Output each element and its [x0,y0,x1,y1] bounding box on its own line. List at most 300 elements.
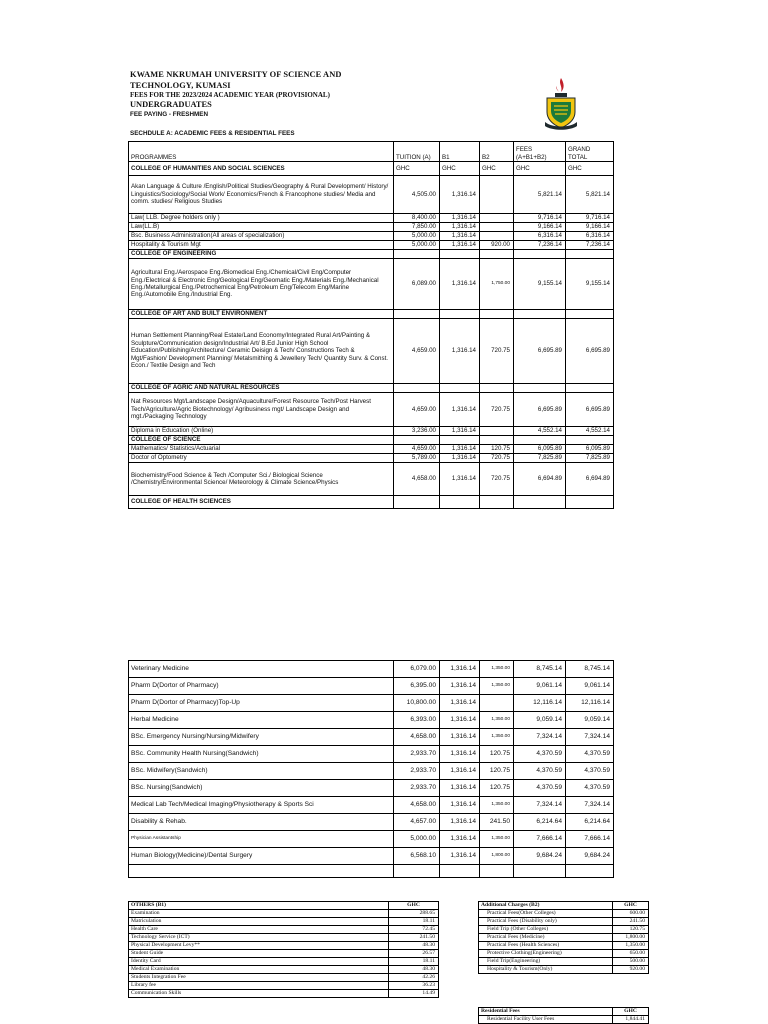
tuition-value: 5,000.00 [394,241,440,250]
item-label: Identity Card [129,958,389,966]
grand-total-value: 4,370.59 [566,763,614,780]
tuition-value: 4,659.00 [394,319,440,384]
empty-cell [440,250,480,259]
list-item [129,982,439,990]
tuition-value: 6,393.00 [394,712,440,729]
fees-value: 9,059.14 [514,712,566,729]
item-value: 26.57 [389,950,439,958]
item-value: 1,350.00 [613,942,649,950]
grand-total-value: 6,316.14 [566,232,614,241]
tuition-value: 4,505.00 [394,176,440,214]
tuition-value: 5,789.00 [394,454,440,463]
currency-label: GHC [480,162,514,176]
fees-value: 6,694.89 [514,463,566,496]
table-row [129,712,614,729]
table-row [129,678,614,695]
fees-value: 9,166.14 [514,223,566,232]
item-value: 72.45 [389,926,439,934]
b2-value [480,223,514,232]
b1-value: 1,316.14 [440,780,480,797]
b1-value: 1,316.14 [440,232,480,241]
list-item [479,958,649,966]
empty-cell [440,865,480,878]
item-label: Library fee [129,982,389,990]
section-header-row [479,1008,649,1016]
fees-value: 9,716.14 [514,214,566,223]
fees-year-line: FEES FOR THE 2023/2024 ACADEMIC YEAR (PROVISIONAL) [130,91,330,99]
fees-value: 7,324.14 [514,797,566,814]
empty-cell [514,496,566,509]
grand-total-header: GRAND TOTAL [566,142,614,162]
b2-value [480,695,514,712]
b2-header: B2 [480,142,514,162]
list-item [129,934,439,942]
empty-row [129,865,614,878]
college-heading: COLLEGE OF ART AND BUILT ENVIRONMENT [129,310,394,319]
table-row [129,661,614,678]
list-item [479,934,649,942]
b2-value [480,176,514,214]
table-row [129,729,614,746]
section-header-row [479,902,649,910]
b1-value: 1,316.14 [440,259,480,310]
b2-value: 920.00 [480,241,514,250]
list-item [479,966,649,974]
empty-cell [394,496,440,509]
list-item [479,950,649,958]
b2-value: 120.75 [480,780,514,797]
grand-total-value: 8,745.14 [566,661,614,678]
additional-charges-table [478,901,649,974]
item-value: 241.50 [389,934,439,942]
currency-label: GHC [514,162,566,176]
fees-value: 9,155.14 [514,259,566,310]
table-row [129,393,614,427]
grand-total-value: 4,552.14 [566,427,614,436]
grand-total-value: 9,061.14 [566,678,614,695]
table-row [129,259,614,310]
item-value: 36.23 [389,982,439,990]
empty-cell [394,384,440,393]
tuition-value: 6,395.00 [394,678,440,695]
tuition-value: 8,400.00 [394,214,440,223]
table-row [129,695,614,712]
b2-value: 1,350.00 [480,729,514,746]
programme-name: Disability & Rehab. [129,814,394,831]
fees-value: 7,666.14 [514,831,566,848]
tuition-value: 4,658.00 [394,797,440,814]
college-heading: COLLEGE OF HEALTH SCIENCES [129,496,394,509]
fees-value: 4,370.59 [514,763,566,780]
b1-value: 1,316.14 [440,319,480,384]
list-item [479,1016,649,1024]
table-row [129,319,614,384]
college-heading: COLLEGE OF SCIENCE [129,436,394,445]
tuition-value: 6,089.00 [394,259,440,310]
b2-value: 1,350.00 [480,797,514,814]
grand-total-value: 9,155.14 [566,259,614,310]
university-name: KWAME NKRUMAH UNIVERSITY OF SCIENCE AND TECHNOLOGY, KUMASI [130,70,342,90]
grand-total-value: 6,214.64 [566,814,614,831]
fees-value: 9,684.24 [514,848,566,865]
item-value: 42.26 [389,974,439,982]
college-heading-row [129,436,614,445]
grand-total-value: 5,821.14 [566,176,614,214]
programme-name: Pharm D(Dortor of Pharmacy)Top-Up [129,695,394,712]
item-label: Practical Fees(Other Colleges) [479,910,613,918]
empty-cell [514,250,566,259]
fees-value: 9,061.14 [514,678,566,695]
college-heading-row [129,384,614,393]
empty-cell [394,250,440,259]
fees-value: 4,552.14 [514,427,566,436]
item-value: 48.30 [389,942,439,950]
item-label: Field Trip(Engineering) [479,958,613,966]
list-item [129,990,439,998]
table-row [129,176,614,214]
b2-value: 1,800.00 [480,848,514,865]
b2-value: 1,350.00 [480,678,514,695]
b2-value: 720.75 [480,319,514,384]
tuition-value: 2,933.70 [394,780,440,797]
column-header-row [129,142,614,162]
residential-fees-table [478,1007,649,1024]
tuition-value: 4,659.00 [394,445,440,454]
item-value: 18.11 [389,918,439,926]
item-label: Matriculation [129,918,389,926]
table-row [129,463,614,496]
tuition-value: 5,000.00 [394,831,440,848]
fees-value: 5,821.14 [514,176,566,214]
empty-cell [514,384,566,393]
empty-cell [440,496,480,509]
tuition-value: 5,000.00 [394,232,440,241]
grand-total-value: 6,695.89 [566,319,614,384]
empty-cell [129,865,394,878]
item-label: Practical Fees (Disability only) [479,918,613,926]
fees-value: 6,695.89 [514,393,566,427]
grand-total-value: 4,370.59 [566,746,614,763]
programme-name: Akan Language & Culture /English/Political Studies/Geography & Rural Development/ History/ Linguistics/Sociology/Social Work/ Economics/French & Francophone studies/ Media and comm. studies/ Religious Studies [129,176,394,214]
item-value: 241.50 [613,918,649,926]
others-b1-table [128,901,439,998]
list-item [129,910,439,918]
item-value: 48.30 [389,966,439,974]
table-row [129,241,614,250]
b1-header: B1 [440,142,480,162]
b1-value: 1,316.14 [440,678,480,695]
item-value: 920.00 [613,966,649,974]
item-value: 120.75 [613,926,649,934]
b1-value: 1,316.14 [440,445,480,454]
empty-cell [394,310,440,319]
b1-value: 1,316.14 [440,814,480,831]
b2-value: 120.75 [480,746,514,763]
list-item [129,958,439,966]
list-item [479,910,649,918]
level-line: UNDERGRADUATES [130,100,212,109]
table-row [129,746,614,763]
programme-name: Herbal Medicine [129,712,394,729]
empty-cell [514,436,566,445]
empty-cell [394,436,440,445]
item-value: 14.49 [389,990,439,998]
b1-value: 1,316.14 [440,763,480,780]
empty-cell [440,384,480,393]
programme-name: Pharm D(Dortor of Pharmacy) [129,678,394,695]
programmes-header: PROGRAMMES [129,142,394,162]
college-heading: COLLEGE OF HUMANITIES AND SOCIAL SCIENCES [129,162,394,176]
currency-row [129,162,614,176]
empty-cell [566,250,614,259]
table-row [129,780,614,797]
tuition-value: 3,236.00 [394,427,440,436]
item-value: 600.00 [613,910,649,918]
b1-value: 1,316.14 [440,661,480,678]
section-title: Residential Fees [479,1008,613,1016]
grand-total-value: 9,059.14 [566,712,614,729]
programme-name: BSc. Emergency Nursing/Nursing/Midwifery [129,729,394,746]
tuition-value: 4,657.00 [394,814,440,831]
item-value: 650.00 [613,950,649,958]
fees-value: 7,324.14 [514,729,566,746]
b1-value: 1,316.14 [440,393,480,427]
empty-cell [566,865,614,878]
programme-name: Human Settlement Planning/Real Estate/Land Economy/Integrated Rural Art/Painting & Sculpture/Communication design/Industrial Art/ B.Ed Junior High School Education/Publishing/Architecture/ Ceramic Deisign & Tech/ Constructions Tech & Mgt/Fashion/ Development Planning/ Metalsmithing & Jewellery Tech/ Quantity Surv. & Const. Econ./ Textile Design and Tech [129,319,394,384]
b1-value: 1,316.14 [440,223,480,232]
item-label: Medical Examination [129,966,389,974]
fees-value: 4,370.59 [514,780,566,797]
list-item [129,926,439,934]
programme-name: Mathematics/ Statistics/Actuarial [129,445,394,454]
b2-value [480,427,514,436]
b1-value: 1,316.14 [440,695,480,712]
item-label: Communication Skills [129,990,389,998]
tuition-value: 4,659.00 [394,393,440,427]
fees-value: 7,825.89 [514,454,566,463]
empty-cell [566,496,614,509]
list-item [129,950,439,958]
programme-name: Veterinary Medicine [129,661,394,678]
b2-value: 720.75 [480,393,514,427]
list-item [479,942,649,950]
b2-value [480,232,514,241]
college-heading: COLLEGE OF ENGINEERING [129,250,394,259]
grand-total-value: 7,236.14 [566,241,614,250]
table-row [129,454,614,463]
fees-header: FEES (A+B1+B2) [514,142,566,162]
table-row [129,427,614,436]
list-item [479,918,649,926]
empty-cell [566,436,614,445]
grand-total-value: 7,666.14 [566,831,614,848]
tuition-value: 4,658.00 [394,463,440,496]
grand-total-value: 7,825.89 [566,454,614,463]
tuition-value: 4,658.00 [394,729,440,746]
empty-cell [480,310,514,319]
b2-value: 241.50 [480,814,514,831]
item-label: Protective Clothing(Engineering) [479,950,613,958]
item-label: Residential Facility User Fees [479,1016,613,1024]
currency-label: GHC [613,902,649,910]
b1-value: 1,316.14 [440,463,480,496]
fees-value: 4,370.59 [514,746,566,763]
programme-name: Agricultural Eng./Aerospace Eng./Biomedical Eng./Chemical/Civil Eng/Computer Eng./Electrical & Electronic Eng/Geological Eng/Geomatic Eng./Materials Eng./Mechanical Eng./Metallurgical Eng./Petrochemical Eng/Petroleum Eng/Telecom Eng/Marine Eng./Automobile Eng./Industrial Eng. [129,259,394,310]
b2-value [480,214,514,223]
b2-value: 1,350.00 [480,831,514,848]
empty-cell [480,865,514,878]
table-row [129,223,614,232]
empty-cell [394,865,440,878]
item-value: 500.00 [613,958,649,966]
table-row [129,831,614,848]
b2-value: 720.75 [480,463,514,496]
empty-cell [480,384,514,393]
empty-cell [480,436,514,445]
item-label: Students Integration Fee [129,974,389,982]
empty-cell [480,496,514,509]
grand-total-value: 7,324.14 [566,729,614,746]
college-heading-row [129,250,614,259]
b1-value: 1,316.14 [440,427,480,436]
table-row [129,848,614,865]
b1-value: 1,316.14 [440,797,480,814]
programme-name: BSc. Community Health Nursing(Sandwich) [129,746,394,763]
empty-cell [514,865,566,878]
grand-total-value: 7,324.14 [566,797,614,814]
tuition-value: 7,850.00 [394,223,440,232]
programme-name: Human Biology(Medicine)/Dental Surgery [129,848,394,865]
fee-category: FEE PAYING - FRESHMEN [130,111,209,118]
college-heading: COLLEGE OF AGRIC AND NATURAL RESOURCES [129,384,394,393]
empty-cell [566,310,614,319]
item-label: Physical Development Levy** [129,942,389,950]
document-header [130,69,370,110]
tuition-value: 6,568.10 [394,848,440,865]
item-label: Hospitality & Tourism(Only) [479,966,613,974]
programme-name: BSc. Nursing(Sandwich) [129,780,394,797]
b1-value: 1,316.14 [440,831,480,848]
fees-value: 8,745.14 [514,661,566,678]
b1-value: 1,316.14 [440,241,480,250]
programme-name: Diploma in Education (Online) [129,427,394,436]
grand-total-value: 12,116.14 [566,695,614,712]
empty-cell [440,436,480,445]
grand-total-value: 9,166.14 [566,223,614,232]
currency-label: GHC [613,1008,649,1016]
table-row [129,214,614,223]
b1-value: 1,316.14 [440,712,480,729]
b1-value: 1,316.14 [440,729,480,746]
section-title: OTHERS (B1) [129,902,389,910]
tuition-value: 10,800.00 [394,695,440,712]
tuition-value: 6,079.00 [394,661,440,678]
programme-name: Law( LLB. Degree holders only ) [129,214,394,223]
empty-cell [566,384,614,393]
programme-name: Biochemistry/Food Science & Tech /Computer Sci./ Biological Science /Chemistry/Environmental Science/ Meteorology & Climate Science/Physics [129,463,394,496]
grand-total-value: 6,695.89 [566,393,614,427]
table-row [129,814,614,831]
grand-total-value: 4,370.59 [566,780,614,797]
item-label: Field Trip (Other Colleges) [479,926,613,934]
table-row [129,445,614,454]
programme-name: Physician Assistantship [129,831,394,848]
programme-name: Nat Resources Mgt/Landscape Design/Aquaculture/Forest Resource Tech/Post Harvest Tech/Agriculture/Agric Biotechnology/ Agribusiness mgt/ Landscape Design and mgt./Packaging Technology [129,393,394,427]
item-value: 1,800.00 [613,934,649,942]
college-heading-row [129,310,614,319]
b1-value: 1,316.14 [440,454,480,463]
fees-value: 12,116.14 [514,695,566,712]
fees-value: 6,214.64 [514,814,566,831]
section-header-row [129,902,439,910]
item-value: 1,844.41 [613,1016,649,1024]
programme-name: Medical Lab Tech/Medical Imaging/Physiotherapy & Sports Sci [129,797,394,814]
list-item [129,974,439,982]
item-label: Health Care [129,926,389,934]
grand-total-value: 9,684.24 [566,848,614,865]
programme-name: BSc. Midwifery(Sandwich) [129,763,394,780]
b1-value: 1,316.14 [440,214,480,223]
tuition-header: TUITION (A) [394,142,440,162]
item-value: 18.11 [389,958,439,966]
fees-value: 6,095.89 [514,445,566,454]
empty-cell [440,310,480,319]
fees-value: 7,236.14 [514,241,566,250]
tuition-value: 2,933.70 [394,746,440,763]
b2-value: 120.75 [480,763,514,780]
schedule-title: SECHDULE A: ACADEMIC FEES & RESIDENTIAL FEES [130,130,295,137]
item-label: Student Guide [129,950,389,958]
grand-total-value: 9,716.14 [566,214,614,223]
currency-label: GHC [389,902,439,910]
b1-value: 1,316.14 [440,848,480,865]
programme-name: Law(LL.B) [129,223,394,232]
currency-label: GHC [440,162,480,176]
grand-total-value: 6,095.89 [566,445,614,454]
list-item [129,918,439,926]
table-row [129,763,614,780]
tuition-value: 2,933.70 [394,763,440,780]
b2-value: 1,350.00 [480,661,514,678]
item-label: Practical Fees (Medicine) [479,934,613,942]
list-item [129,966,439,974]
b2-value: 120.75 [480,445,514,454]
empty-cell [514,310,566,319]
list-item [129,942,439,950]
b1-value: 1,316.14 [440,176,480,214]
section-title: Additional Charges (B2) [479,902,613,910]
empty-cell [480,250,514,259]
item-label: Examination [129,910,389,918]
programme-name: Hospitality & Tourism Mgt [129,241,394,250]
b2-value: 720.75 [480,454,514,463]
item-value: 288.65 [389,910,439,918]
b2-value: 1,350.00 [480,712,514,729]
b2-value: 1,750.00 [480,259,514,310]
item-label: Technology Service (ICT) [129,934,389,942]
academic-fees-table [128,141,614,509]
b1-value: 1,316.14 [440,746,480,763]
table-row [129,232,614,241]
fees-value: 6,316.14 [514,232,566,241]
college-heading-row [129,496,614,509]
item-label: Practical Fees (Health Sciences) [479,942,613,950]
grand-total-value: 6,694.89 [566,463,614,496]
currency-label: GHC [566,162,614,176]
currency-label: GHC [394,162,440,176]
table-row [129,797,614,814]
knust-crest-icon [542,76,580,132]
